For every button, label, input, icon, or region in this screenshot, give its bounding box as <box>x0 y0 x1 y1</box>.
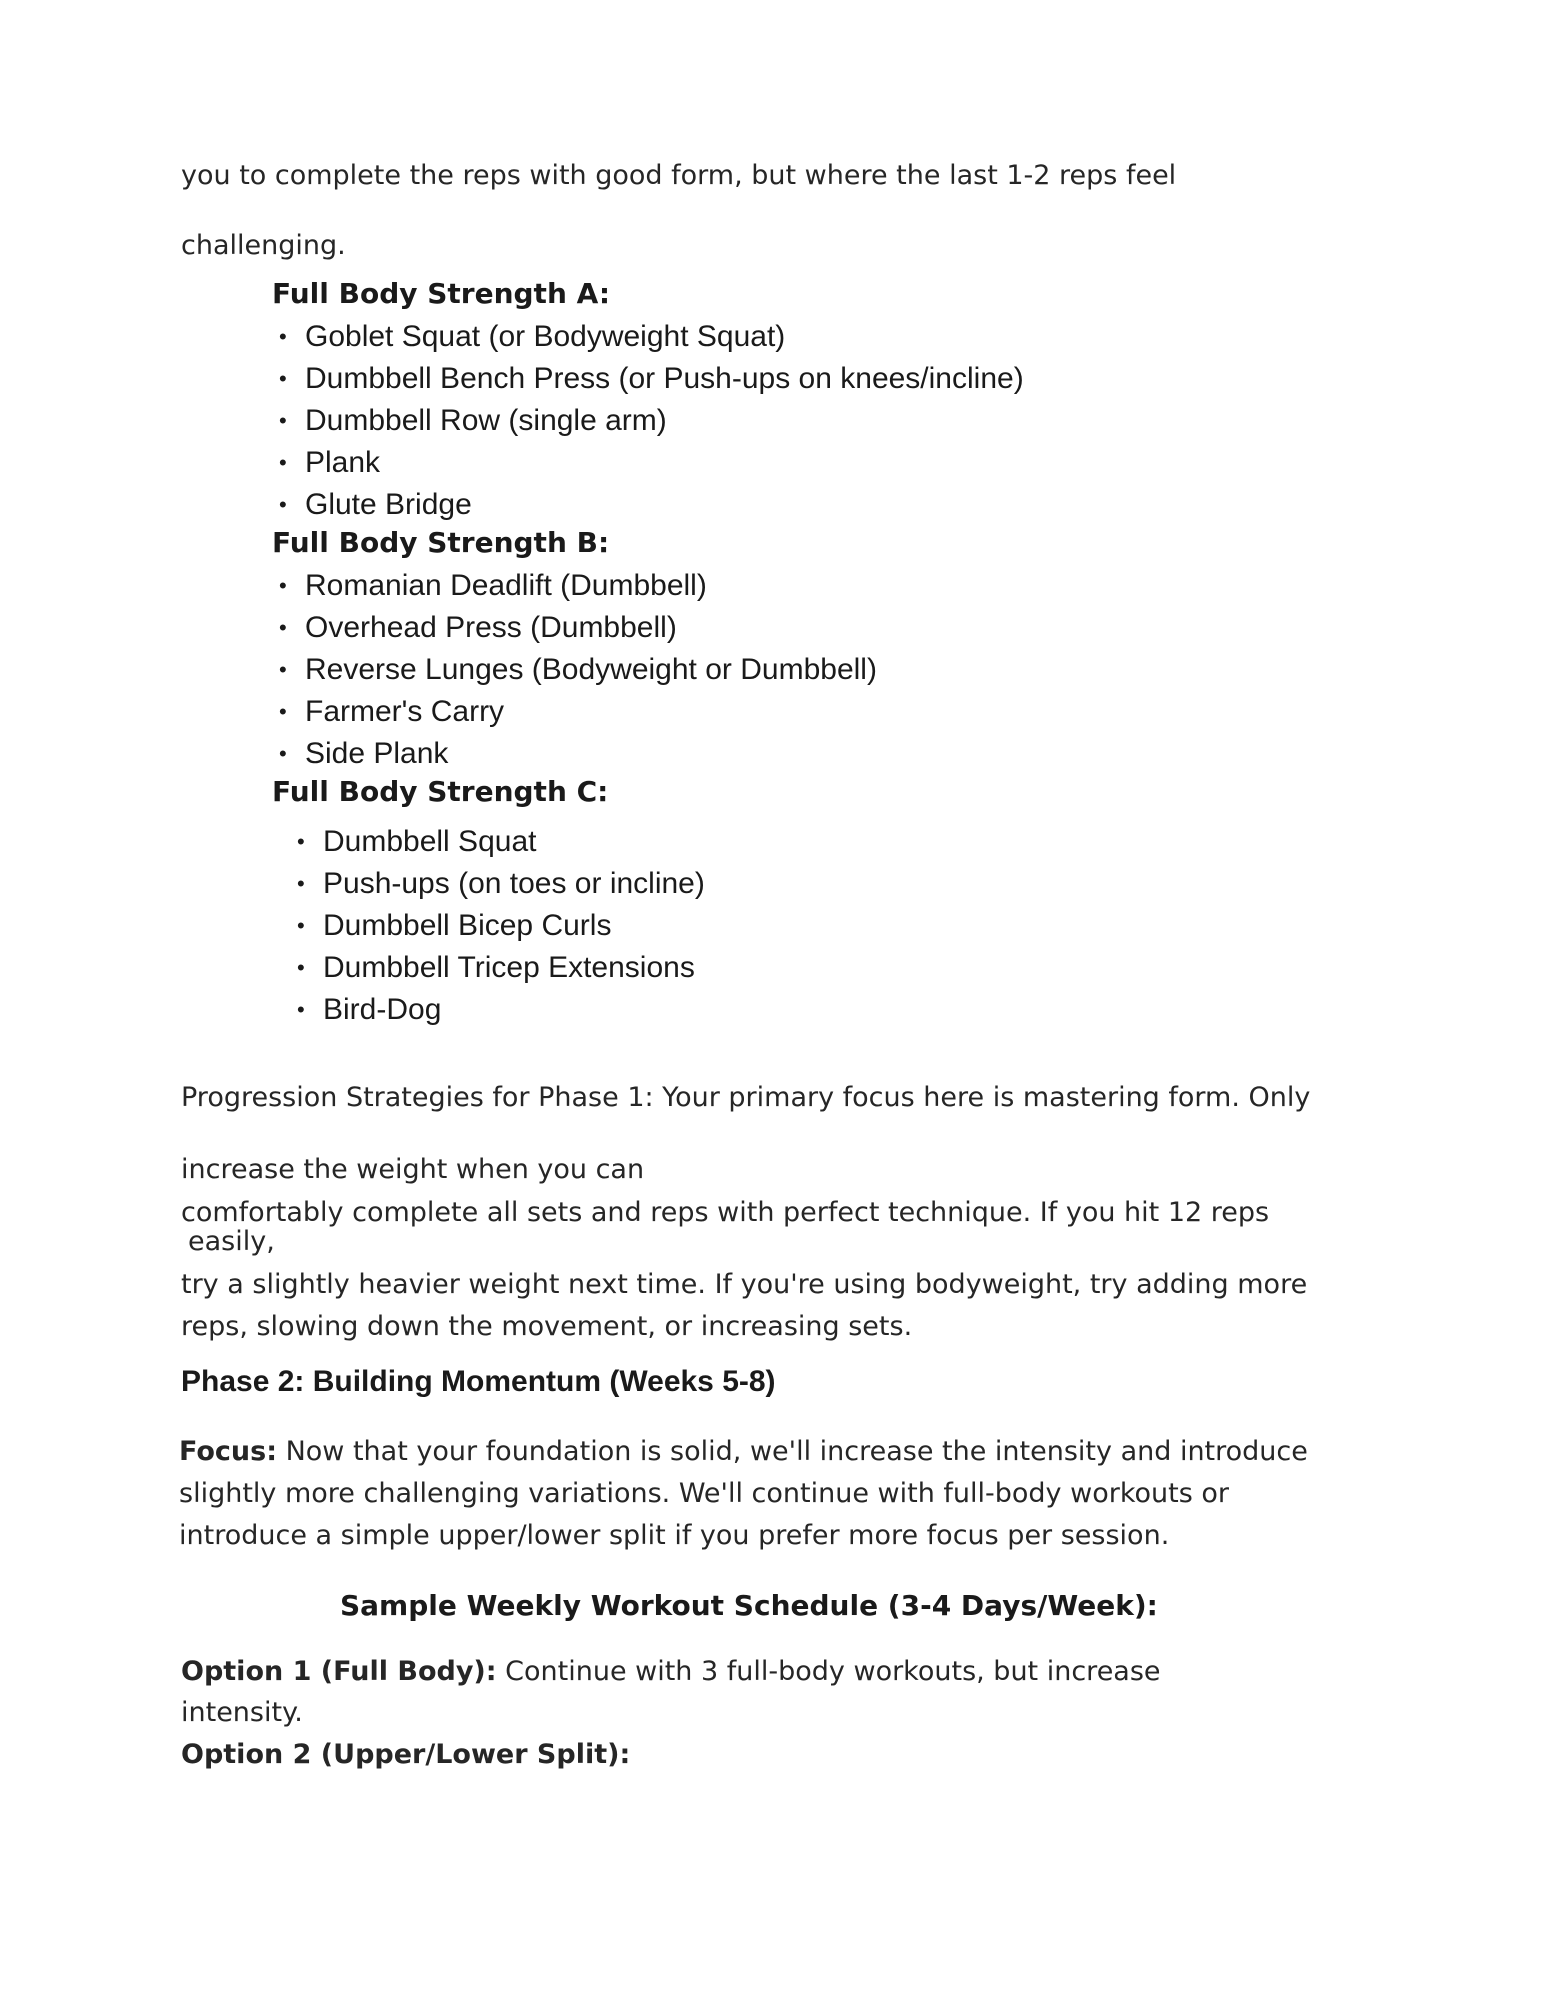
list-item-text: Farmer's Carry <box>305 695 505 728</box>
list-item-text: Overhead Press (Dumbbell) <box>305 611 677 644</box>
bullet: • <box>297 871 305 896</box>
strength-b-list <box>279 565 877 775</box>
progression-line-3: comfortably complete all sets and reps with perfect technique. If you hit 12 reps <box>181 1197 1270 1228</box>
list-item-text: Glute Bridge <box>305 488 472 521</box>
bullet: • <box>279 741 287 766</box>
list-item <box>279 442 1024 484</box>
intro-line-1: you to complete the reps with good form, but where the last 1-2 reps feel <box>181 160 1177 191</box>
list-item <box>297 905 705 947</box>
phase-2-focus-line-3: introduce a simple upper/lower split if you prefer more focus per session. <box>179 1520 1170 1551</box>
strength-c-title: Full Body Strength C: <box>272 775 609 808</box>
list-item <box>279 691 877 733</box>
bullet: • <box>279 573 287 598</box>
list-item-text: Bird-Dog <box>323 993 442 1026</box>
bullet: • <box>279 324 287 349</box>
list-item-text: Plank <box>305 446 381 479</box>
list-item <box>279 400 1024 442</box>
list-item <box>297 989 705 1031</box>
progression-line-1: Progression Strategies for Phase 1: Your primary focus here is mastering form. Only <box>181 1082 1311 1113</box>
list-item-text: Dumbbell Row (single arm) <box>305 404 667 437</box>
strength-a-title: Full Body Strength A: <box>272 277 611 310</box>
option-1-label: Option 1 (Full Body): <box>181 1656 497 1687</box>
list-item-text: Dumbbell Squat <box>323 825 537 858</box>
option-1-line-1 <box>181 1656 1161 1687</box>
list-item <box>297 863 705 905</box>
list-item-text: Dumbbell Tricep Extensions <box>323 951 695 984</box>
list-item-text: Romanian Deadlift (Dumbbell) <box>305 569 707 602</box>
phase-2-focus-line-1 <box>179 1436 1308 1467</box>
list-item-text: Side Plank <box>305 737 449 770</box>
focus-label: Focus: <box>179 1436 277 1467</box>
bullet: • <box>279 492 287 517</box>
list-item <box>279 358 1024 400</box>
bullet: • <box>279 657 287 682</box>
list-item <box>279 565 877 607</box>
strength-b-title: Full Body Strength B: <box>272 526 610 559</box>
bullet: • <box>279 450 287 475</box>
list-item <box>297 947 705 989</box>
bullet: • <box>279 699 287 724</box>
list-item-text: Dumbbell Bicep Curls <box>323 909 612 942</box>
list-item <box>279 316 1024 358</box>
strength-a-list <box>279 316 1024 526</box>
list-item-text: Push-ups (on toes or incline) <box>323 867 705 900</box>
intro-line-2: challenging. <box>181 230 346 261</box>
bullet: • <box>297 955 305 980</box>
bullet: • <box>297 997 305 1022</box>
option-2-label: Option 2 (Upper/Lower Split): <box>181 1739 631 1770</box>
progression-line-4: easily, <box>188 1226 275 1257</box>
list-item-text: Dumbbell Bench Press (or Push-ups on knees/incline) <box>305 362 1024 395</box>
list-item <box>279 607 877 649</box>
list-item <box>279 733 877 775</box>
progression-line-2: increase the weight when you can <box>181 1154 645 1185</box>
list-item <box>279 649 877 691</box>
phase-2-title: Phase 2: Building Momentum (Weeks 5-8) <box>181 1365 776 1398</box>
bullet: • <box>279 408 287 433</box>
bullet: • <box>279 366 287 391</box>
list-item <box>279 484 1024 526</box>
bullet: • <box>297 913 305 938</box>
phase-2-focus-line-2: slightly more challenging variations. We'll continue with full-body workouts or <box>179 1478 1229 1509</box>
progression-line-6: reps, slowing down the movement, or increasing sets. <box>181 1311 913 1342</box>
focus-text: Now that your foundation is solid, we'll increase the intensity and introduce <box>277 1436 1308 1467</box>
list-item-text: Goblet Squat (or Bodyweight Squat) <box>305 320 786 353</box>
schedule-title: Sample Weekly Workout Schedule (3-4 Days/Week): <box>340 1589 1158 1622</box>
bullet: • <box>297 829 305 854</box>
option-1-text: Continue with 3 full-body workouts, but increase <box>496 1656 1161 1687</box>
bullet: • <box>279 615 287 640</box>
list-item <box>297 821 705 863</box>
strength-c-list <box>297 821 705 1031</box>
option-1-line-2: intensity. <box>181 1697 303 1728</box>
list-item-text: Reverse Lunges (Bodyweight or Dumbbell) <box>305 653 877 686</box>
progression-line-5: try a slightly heavier weight next time. If you're using bodyweight, try adding more <box>181 1269 1308 1300</box>
